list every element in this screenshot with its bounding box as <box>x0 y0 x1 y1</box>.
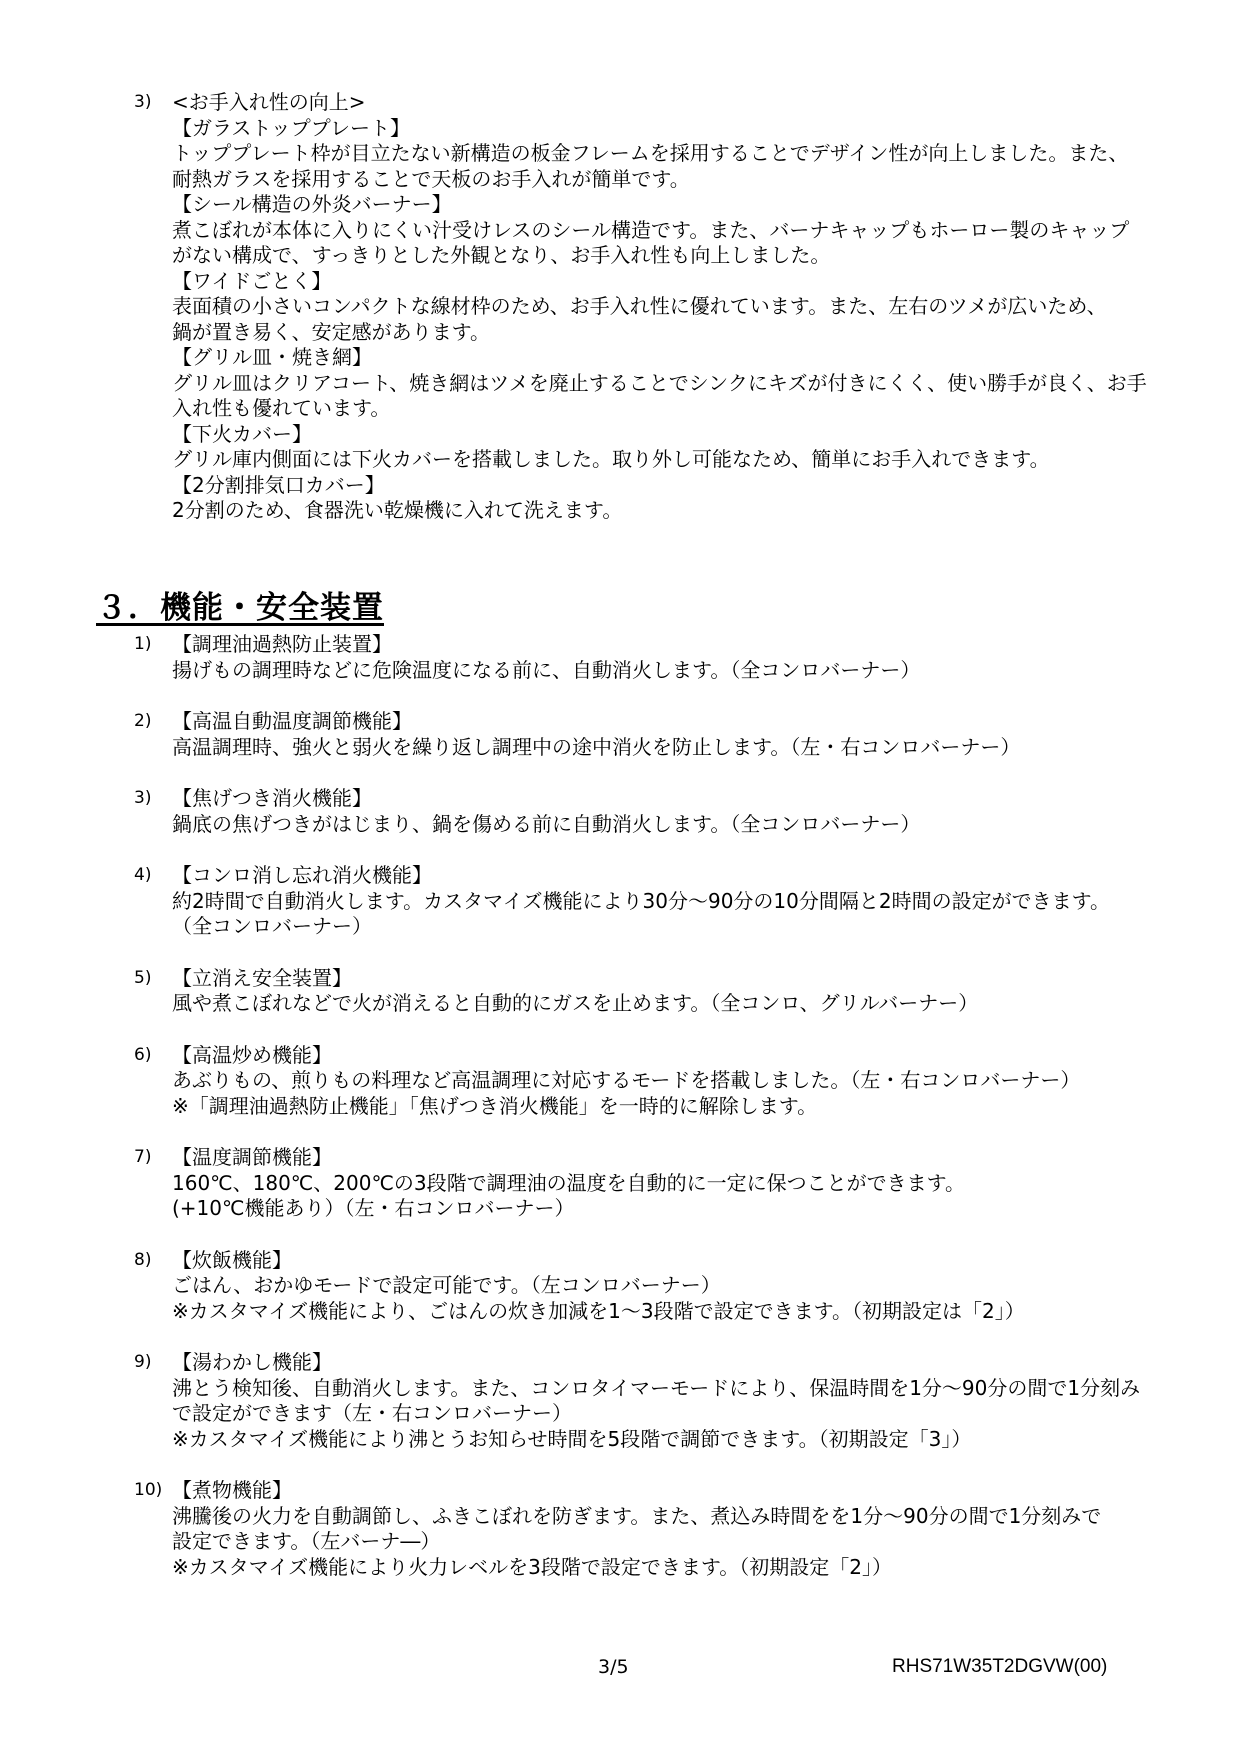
feature-heading <box>134 1350 1194 1376</box>
feature-item <box>134 709 1194 760</box>
feature-text: 沸騰後の火力を自動調節し、ふきこぼれを防ぎます。また、煮込み時間をを1分～90分の間で1分刻みで <box>172 1503 1102 1528</box>
subsection-label: 【ワイドごとく】 <box>172 268 332 293</box>
subsection-text: 鍋が置き易く、安定感があります。 <box>172 319 490 344</box>
maintenance-heading <box>134 90 1194 116</box>
item-number: 5) <box>134 967 152 988</box>
item-number: 6) <box>134 1044 152 1065</box>
feature-heading <box>134 1043 1194 1069</box>
feature-label: 【煮物機能】 <box>172 1478 292 1502</box>
feature-item <box>134 863 1194 940</box>
item-number: 3) <box>134 92 152 112</box>
item-number: 4) <box>134 865 152 885</box>
subsection-label: 【シール構造の外炎バーナー】 <box>172 192 452 216</box>
feature-heading <box>134 786 1194 812</box>
subsection-text: 表面積の小さいコンパクトな線材枠のため、お手入れ性に優れています。また、左右のツメが広いため、 <box>172 294 1107 318</box>
subsection-label: 【下火カバー】 <box>172 421 312 446</box>
feature-text: ※カスタマイズ機能により沸とうお知らせ時間を5段階で調節できます。（初期設定「3」） <box>172 1426 972 1451</box>
subsection-label: 【グリル皿・焼き網】 <box>172 345 372 369</box>
feature-item <box>134 632 1194 683</box>
subsection-text: トッププレート枠が目立たない新構造の板金フレームを採用することでデザイン性が向上しました。また、 <box>172 141 1129 165</box>
item-number: 7) <box>134 1147 152 1167</box>
feature-text: ※カスタマイズ機能により、ごはんの炊き加減を1～3段階で設定できます。（初期設定は「2」） <box>172 1298 1025 1323</box>
item-number: 9) <box>134 1352 152 1372</box>
item-number: 3) <box>134 788 152 808</box>
feature-text: で設定ができます（左・右コンロバーナー） <box>172 1401 572 1425</box>
feature-heading <box>134 632 1194 658</box>
feature-heading <box>134 709 1194 735</box>
feature-text: ※「調理油過熱防止機能」「焦げつき消火機能」を一時的に解除します。 <box>172 1093 818 1118</box>
maintenance-section <box>134 90 1194 524</box>
feature-label: 【コンロ消し忘れ消火機能】 <box>172 863 432 887</box>
feature-text: 揚げもの調理時などに危険温度になる前に、自動消火します。（全コンロバーナー） <box>172 657 921 682</box>
feature-text: 約2時間で自動消火します。カスタマイズ機能により30分～90分の10分間隔と2時間の設定ができます。 <box>172 888 1110 913</box>
item-number: 8) <box>134 1249 152 1270</box>
subsection-label: 【ガラストッププレート】 <box>172 115 410 140</box>
feature-text: 鍋底の焦げつきがはじまり、鍋を傷める前に自動消火します。（全コンロバーナー） <box>172 811 921 836</box>
feature-heading <box>134 1145 1194 1171</box>
item-number: 1) <box>134 634 152 654</box>
feature-item <box>134 1043 1194 1120</box>
feature-text: 沸とう検知後、自動消火します。また、コンロタイマーモードにより、保温時間を1分～90分の間で1分刻み <box>172 1375 1141 1400</box>
section-heading: ３．機能・安全装置 <box>96 590 384 626</box>
page-number: 3/5 <box>598 1656 629 1678</box>
feature-heading <box>134 863 1194 889</box>
subsection-text: 2分割のため、食器洗い乾燥機に入れて洗えます。 <box>172 498 623 522</box>
feature-label: 【温度調節機能】 <box>172 1145 332 1169</box>
feature-item <box>134 1145 1194 1222</box>
subsection-text: 耐熱ガラスを採用することで天板のお手入れが簡単です。 <box>172 166 690 191</box>
feature-heading <box>134 1248 1194 1274</box>
document-code: RHS71W35T2DGVW(00) <box>892 1656 1108 1677</box>
feature-text: ごはん、おかゆモードで設定可能です。（左コンロバーナー） <box>172 1273 721 1297</box>
subsection-text: がない構成で、すっきりとした外観となり、お手入れ性も向上しました。 <box>172 243 831 267</box>
feature-text: 高温調理時、強火と弱火を繰り返し調理中の途中消火を防止します。（左・右コンロバーナー） <box>172 734 1021 759</box>
feature-item <box>134 786 1194 837</box>
feature-label: 【調理油過熱防止装置】 <box>172 632 392 656</box>
feature-text: （全コンロバーナー） <box>172 914 372 938</box>
maintenance-subsections <box>134 116 1194 524</box>
subsection-text: グリル皿はクリアコート、焼き網はツメを廃止することでシンクにキズが付きにくく、使い勝手が良く、お手 <box>172 370 1147 395</box>
feature-text: (+10℃機能あり）（左・右コンロバーナー） <box>172 1196 575 1220</box>
feature-text: ※カスタマイズ機能により火力レベルを3段階で設定できます。（初期設定「2」） <box>172 1554 893 1579</box>
feature-text: 風や煮こぼれなどで火が消えると自動的にガスを止めます。（全コンロ、グリルバーナー） <box>172 991 979 1015</box>
item-number: 10) <box>134 1480 163 1500</box>
feature-text: 160℃、180℃、200℃の3段階で調理油の温度を自動的に一定に保つことができます。 <box>172 1170 966 1195</box>
feature-label: 【高温自動温度調節機能】 <box>172 709 412 733</box>
feature-item <box>134 1478 1194 1580</box>
feature-item <box>134 966 1194 1017</box>
feature-item <box>134 1350 1194 1452</box>
subsection-text: グリル庫内側面には下火カバーを搭載しました。取り外し可能なため、簡単にお手入れできます。 <box>172 447 1050 471</box>
subsection-label: 【2分割排気口カバー】 <box>172 472 385 497</box>
feature-label: 【炊飯機能】 <box>172 1247 292 1272</box>
feature-text: 設定できます。（左バーナ―） <box>172 1529 441 1553</box>
item-number: 2) <box>134 711 152 731</box>
feature-text: あぶりもの、煎りもの料理など高温調理に対応するモードを搭載しました。（左・右コンロバーナー） <box>172 1068 1081 1092</box>
subsection-text: 煮こぼれが本体に入りにくい汁受けレスのシール構造です。また、バーナキャップもホーロー製のキャップ <box>172 217 1130 242</box>
feature-label: 【焦げつき消火機能】 <box>172 786 372 810</box>
feature-label: 【立消え安全装置】 <box>172 965 352 990</box>
feature-item <box>134 1248 1194 1325</box>
feature-list <box>134 632 1194 1606</box>
feature-heading <box>134 966 1194 992</box>
feature-heading <box>134 1478 1194 1504</box>
feature-label: 【高温炒め機能】 <box>172 1042 332 1067</box>
subsection-text: 入れ性も優れています。 <box>172 396 391 420</box>
maintenance-title: <お手入れ性の向上> <box>172 90 366 114</box>
feature-label: 【湯わかし機能】 <box>172 1350 332 1374</box>
